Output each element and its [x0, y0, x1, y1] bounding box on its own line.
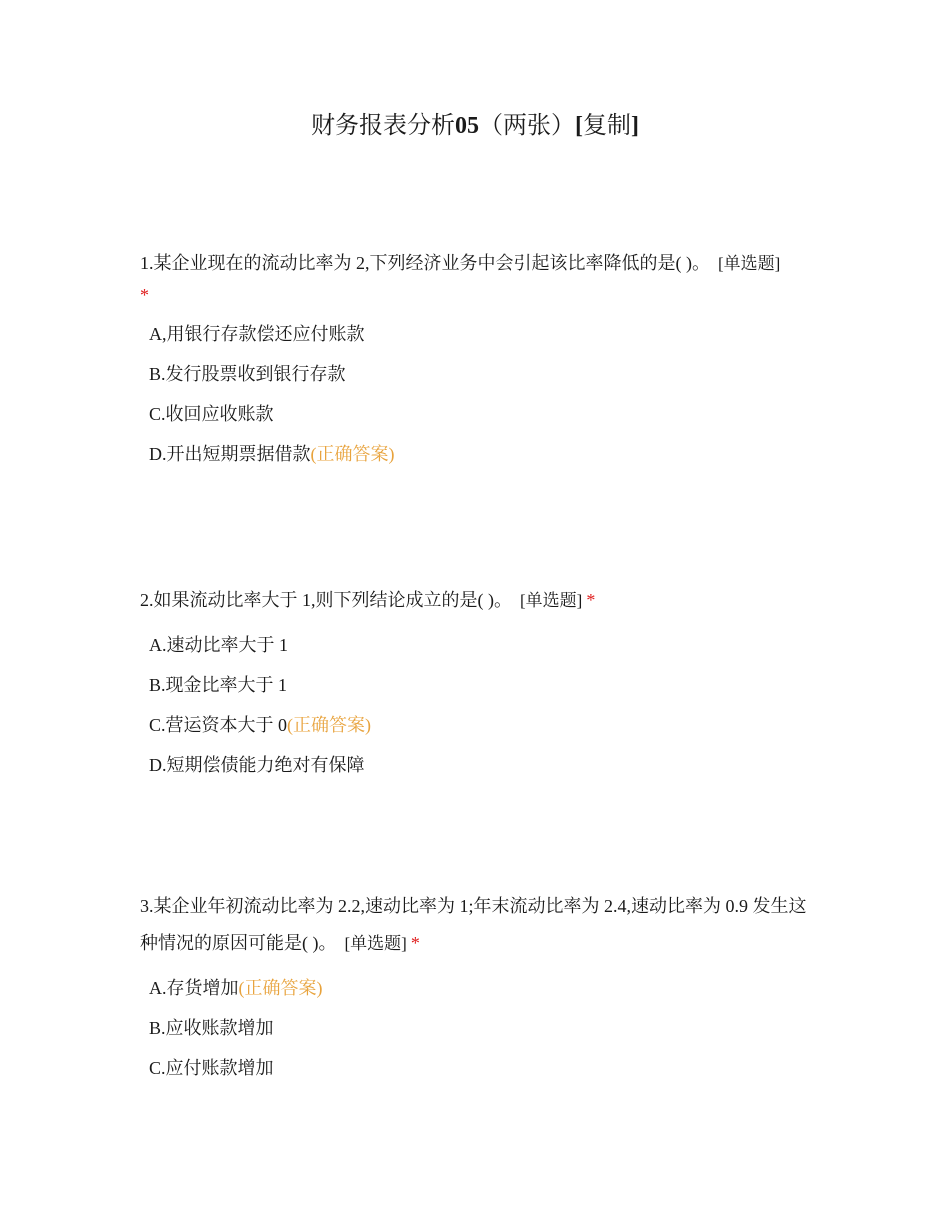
option-text: D.开出短期票据借款 — [149, 444, 311, 464]
question-1 — [140, 245, 820, 474]
title-copy-label: 复制 — [583, 113, 631, 139]
question-stem — [140, 245, 820, 308]
option-d — [149, 745, 820, 785]
option-c — [149, 1048, 820, 1088]
option-text: B.现金比率大于 1 — [149, 675, 288, 695]
question-text: 3.某企业年初流动比率为 2.2,速动比率为 1;年末流动比率为 2.4,速动比率为 0.9 发生这种情况的原因可能是( )。 — [140, 896, 807, 953]
title-bracket-close: ] — [631, 113, 639, 139]
question-type: [单选题] — [520, 591, 583, 610]
question-stem — [140, 582, 820, 619]
option-text: A.速动比率大于 1 — [149, 635, 288, 655]
correct-answer-tag: (正确答案) — [238, 978, 323, 998]
title-number: 05 — [455, 113, 479, 139]
option-b — [149, 354, 820, 394]
option-a — [149, 314, 820, 354]
option-text: C.应付账款增加 — [149, 1058, 274, 1078]
question-type: [单选题] — [718, 254, 781, 273]
question-text: 1.某企业现在的流动比率为 2,下列经济业务中会引起该比率降低的是( )。 — [140, 253, 710, 273]
option-c — [149, 394, 820, 434]
page-title — [0, 108, 950, 144]
option-text: A,用银行存款偿还应付账款 — [149, 324, 365, 344]
question-type: [单选题] — [344, 934, 407, 953]
option-text: B.发行股票收到银行存款 — [149, 364, 346, 384]
option-b — [149, 1008, 820, 1048]
question-2 — [140, 582, 820, 785]
option-list — [149, 625, 820, 785]
question-stem — [140, 888, 820, 962]
option-text: C.收回应收账款 — [149, 404, 274, 424]
correct-answer-tag: (正确答案) — [310, 444, 395, 464]
required-mark: * — [410, 933, 420, 953]
option-b — [149, 665, 820, 705]
title-suffix: （两张） — [479, 113, 575, 139]
question-text: 2.如果流动比率大于 1,则下列结论成立的是( )。 — [140, 590, 512, 610]
required-mark: * — [140, 285, 149, 305]
question-3 — [140, 888, 820, 1088]
option-text: C.营运资本大于 0 — [149, 715, 288, 735]
option-a — [149, 968, 820, 1008]
option-c — [149, 705, 820, 745]
option-d — [149, 434, 820, 474]
option-list — [149, 968, 820, 1088]
required-mark: * — [586, 590, 596, 610]
option-text: B.应收账款增加 — [149, 1018, 274, 1038]
option-a — [149, 625, 820, 665]
option-text: A.存货增加 — [149, 978, 239, 998]
title-text: 财务报表分析 — [311, 113, 455, 139]
title-bracket-open: [ — [575, 113, 583, 139]
correct-answer-tag: (正确答案) — [287, 715, 372, 735]
option-text: D.短期偿债能力绝对有保障 — [149, 755, 365, 775]
option-list — [149, 314, 820, 474]
